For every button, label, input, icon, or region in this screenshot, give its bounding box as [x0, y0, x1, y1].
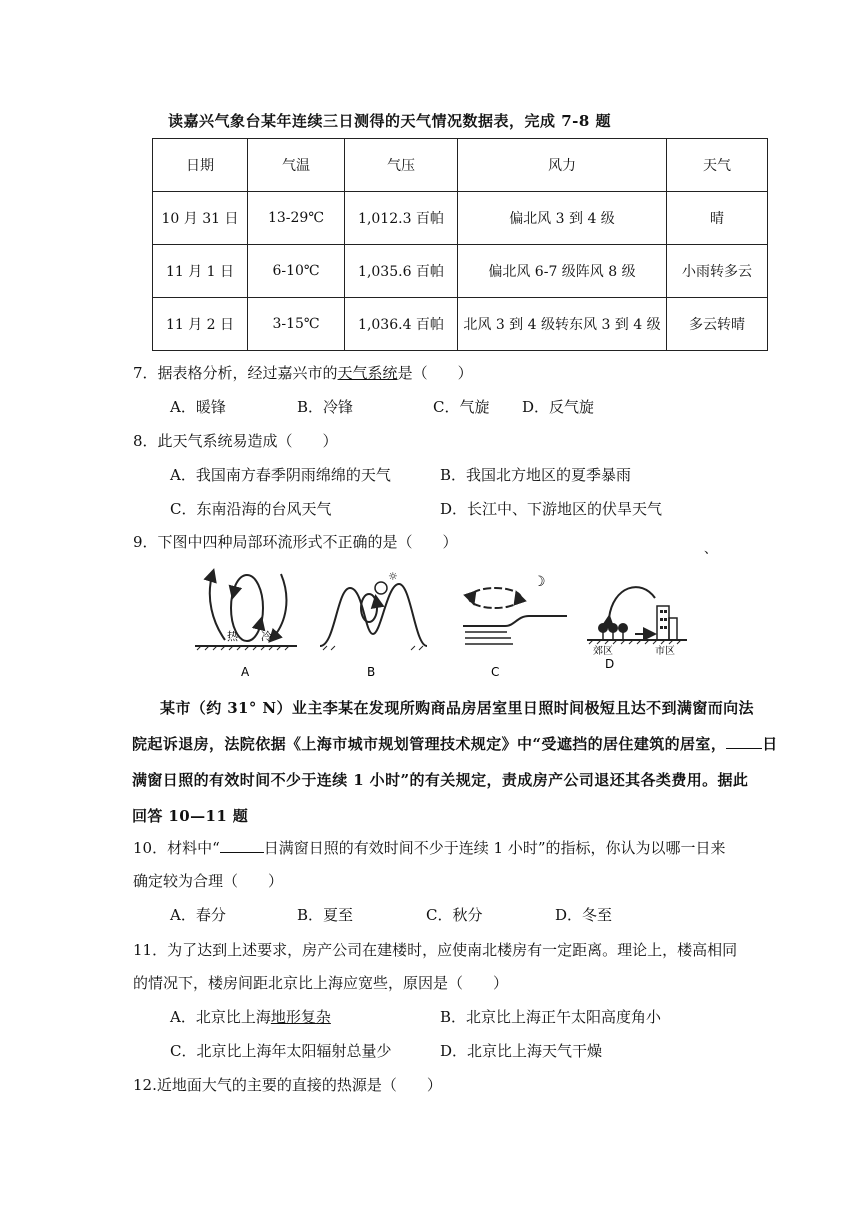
question-9: 9．下图中四种局部环流形式不正确的是（ ）	[133, 533, 458, 551]
panel-letter-b: B	[367, 665, 376, 678]
table-cell: 1,035.6 百帕	[345, 245, 458, 298]
question-7	[133, 362, 473, 383]
table-cell: 偏北风 6-7 级阵风 8 级	[458, 245, 667, 298]
panel-letter-d: D	[605, 657, 615, 671]
diagram-panel-d	[587, 587, 687, 671]
table-row	[153, 192, 768, 245]
question-11-line-1: 11．为了达到上述要求，房产公司在建楼时，应使南北楼房有一定距离。理论上，楼高相同	[133, 941, 738, 959]
passage-line-2	[132, 733, 778, 754]
table-cell: 北风 3 到 4 级转东风 3 到 4 级	[458, 298, 667, 351]
table-row	[153, 245, 768, 298]
table-cell: 11 月 1 日	[153, 245, 248, 298]
panel-letter-a: A	[241, 665, 250, 678]
q8-option-b: B．我国北方地区的夏季暴雨	[440, 466, 632, 484]
q11-option-b: B．北京比上海正午太阳高度角小	[440, 1008, 662, 1026]
table-cell: 晴	[667, 192, 768, 245]
header-cell: 天气	[667, 139, 768, 192]
diagram-panel-a	[195, 572, 297, 678]
header-cell: 风力	[458, 139, 667, 192]
table-cell: 3-15℃	[248, 298, 345, 351]
question-7-underlined: 天气系统	[337, 364, 398, 382]
q7-option-c: C．气旋	[433, 398, 490, 416]
question-10-line-1a: 10．材料中“	[133, 839, 220, 857]
q10-option-d: D．冬至	[555, 906, 613, 924]
diagram-panel-b	[320, 570, 427, 678]
question-12: 12.近地面大气的主要的直接的热源是（ ）	[133, 1076, 442, 1094]
q7-option-a: A．暖锋	[170, 398, 226, 416]
question-10-line-1b: 日满窗日照的有效时间不少于连续 1 小时”的指标，你认为以哪一日来	[263, 839, 726, 857]
question-11-line-2: 的情况下，楼房间距北京比上海应宽些，原因是（ ）	[133, 974, 509, 992]
q8-option-a: A．我国南方春季阴雨绵绵的天气	[170, 466, 391, 484]
table-cell: 1,012.3 百帕	[345, 192, 458, 245]
question-7-suffix: 是（ ）	[397, 364, 473, 382]
tree-icon	[598, 623, 628, 640]
q7-option-b: B．冷锋	[297, 398, 354, 416]
header-cell: 气温	[248, 139, 345, 192]
panel-letter-c: C	[491, 665, 500, 678]
passage-line-3: 满窗日照的有效时间不少于连续 1 小时”的有关规定，责成房产公司退还其各类费用。据此	[132, 771, 749, 789]
diagram-panel-c	[463, 574, 567, 678]
a-cold-label: 冷	[261, 630, 272, 643]
q11-option-d: D．北京比上海天气干燥	[440, 1042, 603, 1060]
a-hot-label: 热	[227, 630, 238, 643]
table-cell: 10 月 31 日	[153, 192, 248, 245]
passage-line-1: 某市（约 31° N）业主李某在发现所购商品房居室里日照时间极短且达不到满窗而向法	[160, 699, 754, 717]
table-row	[153, 298, 768, 351]
q11-option-c: C．北京比上海年太阳辐射总量少	[170, 1042, 392, 1060]
q10-option-c: C．秋分	[426, 906, 483, 924]
table-cell: 11 月 2 日	[153, 298, 248, 351]
question-8: 8．此天气系统易造成（ ）	[133, 432, 338, 450]
building-icon	[657, 606, 677, 640]
table-intro: 读嘉兴气象台某年连续三日测得的天气情况数据表，完成 7-8 题	[168, 112, 612, 130]
q11-option-a	[170, 1006, 331, 1027]
q11-option-a-underlined: 地形复杂	[270, 1008, 331, 1026]
q7-option-d: D．反气旋	[522, 398, 595, 416]
question-7-prefix: 7．据表格分析，经过嘉兴市的	[133, 364, 338, 382]
moon-icon: ☽	[533, 574, 546, 590]
table-cell: 小雨转多云	[667, 245, 768, 298]
d-suburb-label: 郊区	[593, 646, 613, 657]
passage-line-4: 回答 10—11 题	[132, 807, 249, 825]
blank-line	[220, 838, 264, 853]
weather-data-table	[152, 138, 768, 351]
q8-option-c: C．东南沿海的台风天气	[170, 500, 332, 518]
q10-option-a: A．春分	[170, 906, 226, 924]
passage-line-2a: 院起诉退房，法院依据《上海市城市规划管理技术规定》中“受遮挡的居住建筑的居室，	[132, 735, 727, 753]
blank-line	[726, 734, 762, 749]
table-header-row	[153, 139, 768, 192]
header-cell: 日期	[153, 139, 248, 192]
question-10-line-2: 确定较为合理（ ）	[133, 872, 284, 890]
table-cell: 6-10℃	[248, 245, 345, 298]
table-cell: 偏北风 3 到 4 级	[458, 192, 667, 245]
stray-mark: 、	[704, 542, 718, 557]
header-cell: 气压	[345, 139, 458, 192]
table-cell: 1,036.4 百帕	[345, 298, 458, 351]
table-cell: 13-29℃	[248, 192, 345, 245]
passage-line-2b: 日	[762, 735, 778, 753]
sun-icon: ☼	[388, 570, 398, 583]
q8-option-d: D．长江中、下游地区的伏旱天气	[440, 500, 663, 518]
local-circulation-diagram	[195, 568, 695, 678]
q10-option-b: B．夏至	[297, 906, 354, 924]
q11-option-a-prefix: A．北京比上海	[170, 1008, 271, 1026]
question-10-line-1	[133, 837, 726, 858]
table-cell: 多云转晴	[667, 298, 768, 351]
d-city-label: 市区	[655, 646, 675, 657]
